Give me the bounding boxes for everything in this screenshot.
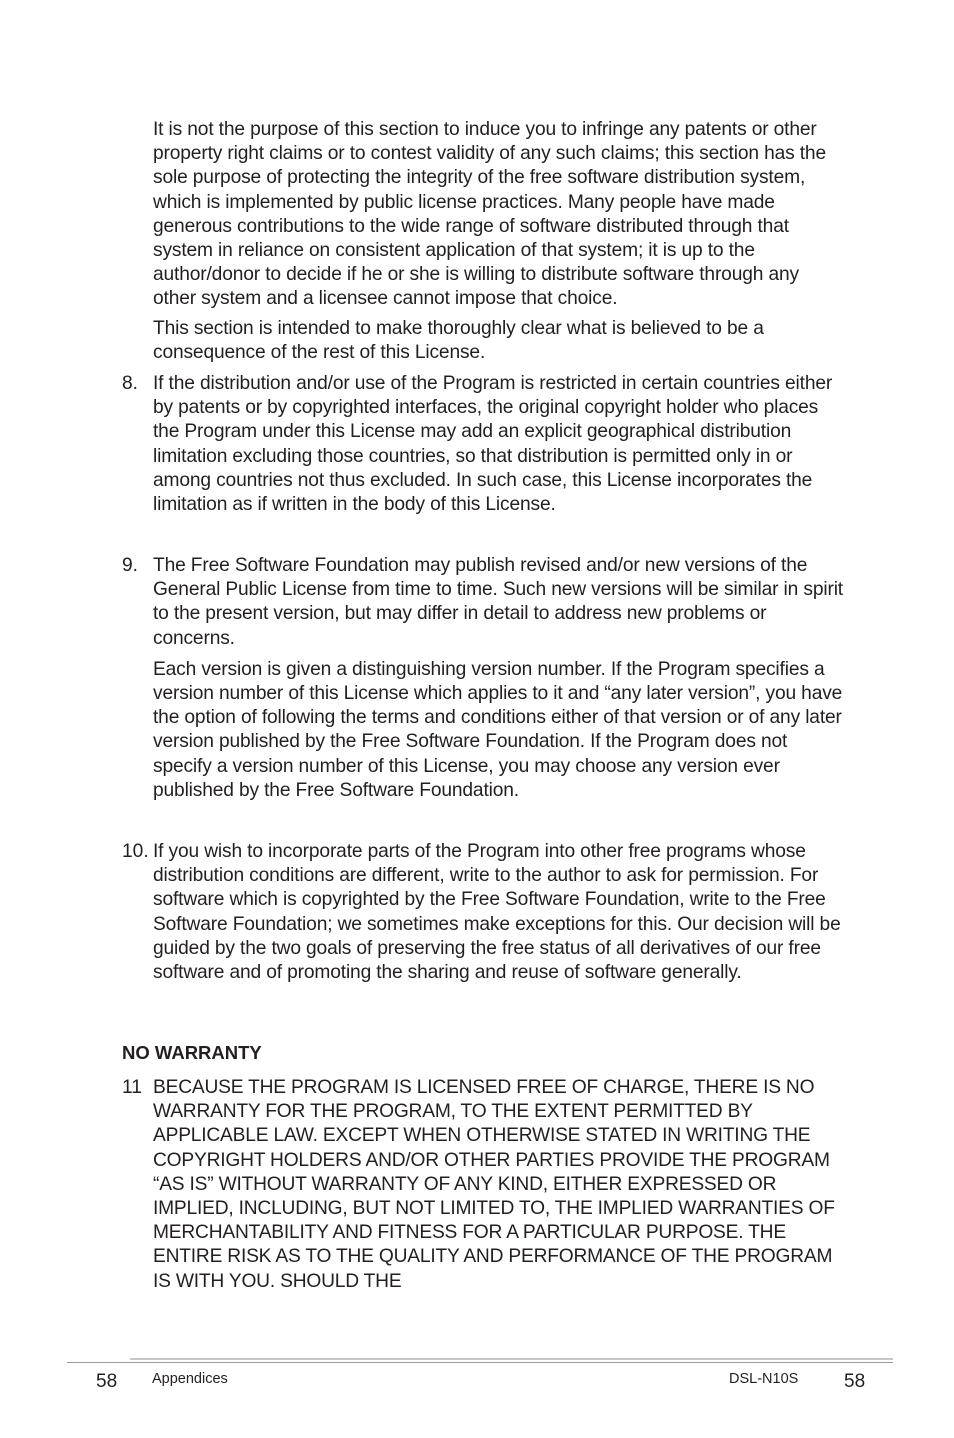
- page-number: 58: [96, 1371, 118, 1392]
- page-number: 58: [844, 1371, 866, 1392]
- list-item-text: The Free Software Foundation may publish revised and/or new versions of the General Public License from time to time. Such new versions will be similar in spirit to the present version, but may differ in detail to address new problems or concerns.: [153, 555, 843, 649]
- footer-model-name: DSL-N10S: [729, 1371, 799, 1387]
- intro-paragraph: This section is intended to make thoroughly clear what is believed to be a consequence of the rest of this License.: [153, 318, 764, 364]
- list-item-number: 9.: [122, 555, 139, 576]
- section-heading: NO WARRANTY: [122, 1042, 262, 1063]
- footer-rule: [130, 1358, 893, 1360]
- list-item-text: If the distribution and/or use of the Program is restricted in certain countries either by patents or by copyrighted interfaces, the original copyright holder who places the Program under this License may add an explicit geographical distribution limitation excluding those countries, so that distribution is permitted only in or among countries not thus excluded. In such case, this License incorporates the limitation as if written in the body of this License.: [153, 373, 833, 516]
- list-item: [122, 840, 843, 985]
- list-item-number: 11: [122, 1077, 142, 1098]
- footer-rule: [67, 1362, 893, 1363]
- list-item: [122, 554, 843, 803]
- list-item-number: 10.: [122, 841, 149, 862]
- intro-paragraph: It is not the purpose of this section to induce you to infringe any patents or other property right claims or to contest validity of any such claims; this section has the sole purpose of protecting the integrity of the free software distribution system, which is implemented by public license practices. Many people have made generous contributions to the wide range of software distributed through that system in reliance on consistent application of that system; it is up to the author/donor to decide if he or she is willing to distribute software through any other system and a licensee cannot impose that choice.: [153, 119, 826, 310]
- list-item: [122, 372, 843, 517]
- list-item-text: If you wish to incorporate parts of the Program into other free programs whose distribution conditions are different, write to the author to ask for permission. For software which is copyrighted by the Free Software Foundation, write to the Free Software Foundation; we sometimes make exceptions for this. Our decision will be guided by the two goals of preserving the free status of all derivatives of our free software and of promoting the sharing and reuse of software generally.: [153, 841, 841, 984]
- list-item-number: 8.: [122, 373, 139, 394]
- footer-section-title: Appendices: [152, 1371, 228, 1387]
- list-item-text: BECAUSE THE PROGRAM IS LICENSED FREE OF CHARGE, THERE IS NO WARRANTY FOR THE PROGRAM, TO THE EXTENT PERMITTED BY APPLICABLE LAW. EXCEPT WHEN OTHERWISE STATED IN WRITING THE COPYRIGHT HOLDERS AND/OR OTHER PARTIES PROVIDE THE PROGRAM “AS IS” WITHOUT WARRANTY OF ANY KIND, EITHER EXPRESSED OR IMPLIED, INCLUDING, BUT NOT LIMITED TO, THE IMPLIED WARRANTIES OF MERCHANTABILITY AND FITNESS FOR A PARTICULAR PURPOSE. THE ENTIRE RISK AS TO THE QUALITY AND PERFORMANCE OF THE PROGRAM IS WITH YOU. SHOULD THE: [153, 1077, 835, 1292]
- list-item: [122, 1076, 843, 1294]
- list-item-text-continued: Each version is given a distinguishing version number. If the Program specifies a version number of this License which applies to it and “any later version”, you have the option of following the terms and conditions either of that version or of any later version published by the Free Software Foundation. If the Program does not specify a version number of this License, you may choose any version ever published by the Free Software Foundation.: [153, 658, 843, 801]
